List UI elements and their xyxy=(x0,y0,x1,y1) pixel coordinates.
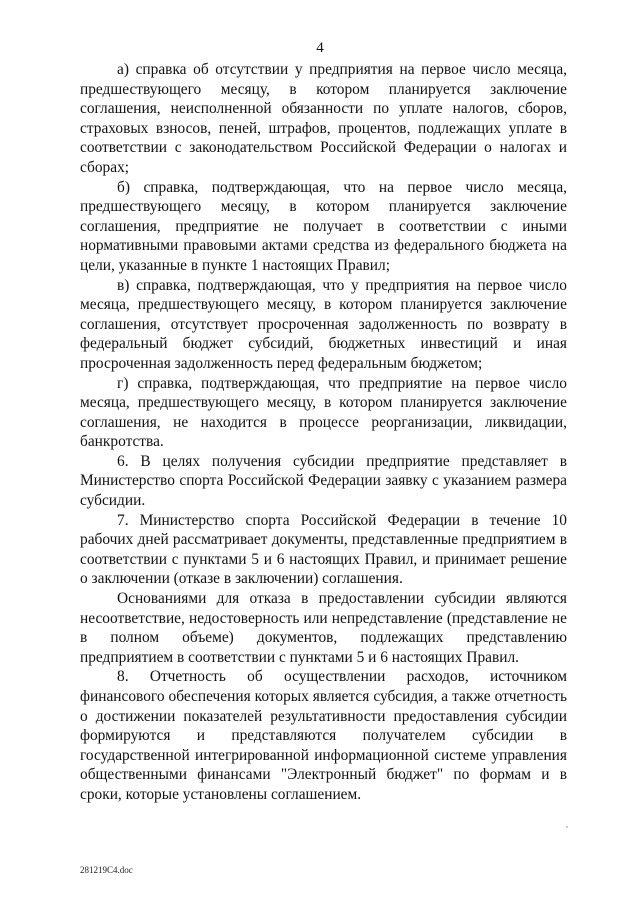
paragraph-refusal-grounds: Основаниями для отказа в предоставлении субсидии являются несоответствие, недостоверность или непредставление (представление не в полном объеме) документов, подлежащих представлению предприятием в соответствии с пунктами 5 и 6 настоящих Правил. xyxy=(80,590,567,666)
document-body xyxy=(80,60,567,805)
paragraph-a: а) справка об отсутствии у предприятия на первое число месяца, предшествующего месяцу, в котором планируется заключение соглашения, неисполненной обязанности по уплате налогов, сборов, страховых взносов, пеней, штрафов, процентов, подлежащих уплате в соответствии с законодательством Российской Федерации о налогах и сборах; xyxy=(80,61,567,176)
paragraph-6: 6. В целях получения субсидии предприятие представляет в Министерство спорта Российской Федерации заявку с указанием размера субсидии. xyxy=(80,452,567,510)
scan-speck xyxy=(566,826,568,828)
paragraph-v: в) справка, подтверждающая, что у предприятия на первое число месяца, предшествующего месяцу, в котором планируется заключение соглашения, отсутствует просроченная задолженность по возврату в федеральный бюджет субсидий, бюджетных инвестиций и иная просроченная задолженность перед федеральным бюджетом; xyxy=(80,276,567,372)
paragraph-8: 8. Отчетность об осуществлении расходов, источником финансового обеспечения которых является субсидия, а также отчетность о достижении показателей результативности предоставления субсидии формируются и представляются получателем субсидии в государственной интегрированной информационной системе управления общественными финансами "Электронный бюджет" по формам и в сроки, которые установлены соглашением. xyxy=(80,668,567,803)
paragraph-7: 7. Министерство спорта Российской Федерации в течение 10 рабочих дней рассматривает документы, представленные предприятием в соответствии с пунктами 5 и 6 настоящих Правил, и принимает решение о заключении (отказе в заключении) соглашения. xyxy=(80,511,567,588)
footer-file-code: 281219C4.doc xyxy=(80,865,133,875)
page-number: 4 xyxy=(316,40,324,56)
paragraph-b: б) справка, подтверждающая, что на первое число месяца, предшествующего месяцу, в котором планируется заключение соглашения, предприятие не получает в соответствии с иными нормативными правовыми актами средства из федерального бюджета на цели, указанные в пункте 1 настоящих Правил; xyxy=(80,178,567,274)
paragraph-g: г) справка, подтверждающая, что предприятие на первое число месяца, предшествующего месяцу, в котором планируется заключение соглашения, не находится в процессе реорганизации, ликвидации, банкротства. xyxy=(80,374,567,451)
